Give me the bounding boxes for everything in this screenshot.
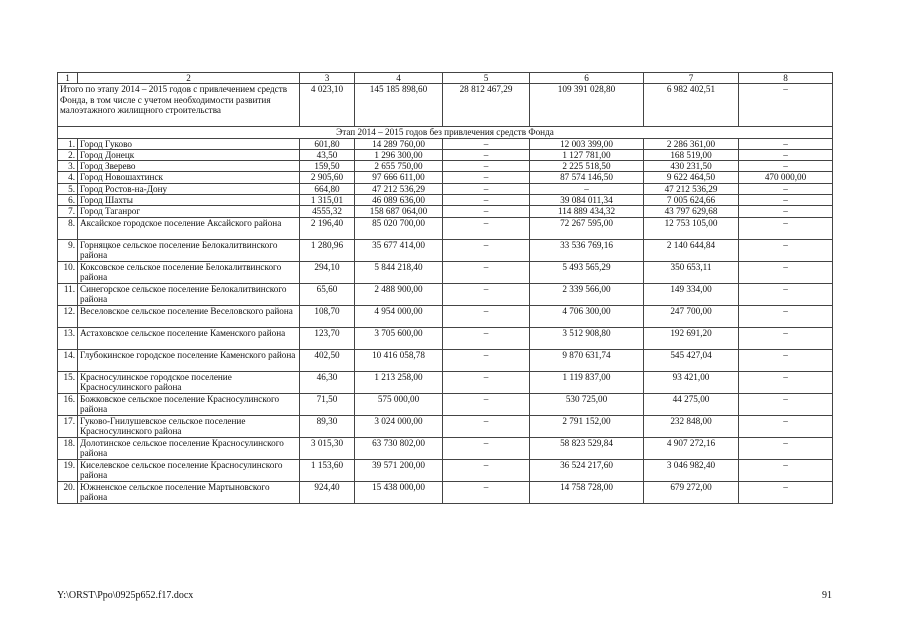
row-c4: 4 954 000,00 [355, 305, 443, 327]
row-c7: 247 700,00 [644, 305, 739, 327]
row-c8: – [739, 481, 833, 503]
row-c6: 33 536 769,16 [530, 239, 644, 261]
row-c3: 1 280,96 [300, 239, 355, 261]
row-c6: 12 003 399,00 [530, 138, 644, 149]
row-c8: – [739, 459, 833, 481]
row-c3: 3 015,30 [300, 437, 355, 459]
row-c4: 5 844 218,40 [355, 261, 443, 283]
row-c5: – [443, 172, 530, 183]
row-c7: 545 427,04 [644, 349, 739, 371]
table-row [58, 261, 833, 283]
row-c7: 679 272,00 [644, 481, 739, 503]
row-c4: 63 730 802,00 [355, 437, 443, 459]
row-number: 12. [58, 305, 78, 327]
row-c8: 470 000,00 [739, 172, 833, 183]
row-c7: 12 753 105,00 [644, 217, 739, 239]
row-name: Астаховское сельское поселение Каменского района [78, 327, 300, 349]
row-c6: – [530, 183, 644, 194]
row-number: 14. [58, 349, 78, 371]
row-number: 4. [58, 172, 78, 183]
row-c8: – [739, 217, 833, 239]
row-name: Аксайское городское поселение Аксайского района [78, 217, 300, 239]
row-name: Город Гуково [78, 138, 300, 149]
table-row [58, 172, 833, 183]
row-name: Город Донецк [78, 149, 300, 160]
table-row [58, 327, 833, 349]
row-name: Божковское сельское поселение Красносулинского района [78, 393, 300, 415]
row-c3: 402,50 [300, 349, 355, 371]
row-c8: – [739, 239, 833, 261]
row-name: Город Таганрог [78, 206, 300, 217]
row-name: Синегорское сельское поселение Белокалитвинского района [78, 283, 300, 305]
row-c7: 149 334,00 [644, 283, 739, 305]
row-c8: – [739, 305, 833, 327]
row-c3: 1 315,01 [300, 195, 355, 206]
table-body [58, 73, 833, 504]
row-c4: 15 438 000,00 [355, 481, 443, 503]
column-header: 3 [300, 73, 355, 84]
row-name: Коксовское сельское поселение Белокалитвинского района [78, 261, 300, 283]
row-c5: – [443, 305, 530, 327]
total-row [58, 84, 833, 127]
column-number-row [58, 73, 833, 84]
row-c3: 2 905,60 [300, 172, 355, 183]
row-c6: 2 339 566,00 [530, 283, 644, 305]
column-header: 6 [530, 73, 644, 84]
row-number: 1. [58, 138, 78, 149]
row-c5: – [443, 327, 530, 349]
row-c3: 4555,32 [300, 206, 355, 217]
table-row [58, 195, 833, 206]
row-c4: 3 705 600,00 [355, 327, 443, 349]
row-c7: 350 653,11 [644, 261, 739, 283]
row-c4: 39 571 200,00 [355, 459, 443, 481]
row-name: Гуково-Гнилушевское сельское поселение Красносулинского района [78, 415, 300, 437]
row-c8: – [739, 393, 833, 415]
row-c6: 58 823 529,84 [530, 437, 644, 459]
row-name: Город Зверево [78, 161, 300, 172]
column-header: 7 [644, 73, 739, 84]
row-c7: 3 046 982,40 [644, 459, 739, 481]
table-row [58, 371, 833, 393]
row-c5: – [443, 371, 530, 393]
data-table [57, 72, 833, 504]
row-c7: 9 622 464,50 [644, 172, 739, 183]
row-c7: 2 140 644,84 [644, 239, 739, 261]
table-row [58, 161, 833, 172]
section-title: Этап 2014 – 2015 годов без привлечения средств Фонда [58, 127, 833, 138]
table-row [58, 459, 833, 481]
row-c6: 39 084 011,34 [530, 195, 644, 206]
column-header: 4 [355, 73, 443, 84]
row-c3: 43,50 [300, 149, 355, 160]
table-row [58, 217, 833, 239]
row-c5: – [443, 195, 530, 206]
row-c8: – [739, 183, 833, 194]
footer-file-path: Y:\ORST\Ppo\0925p652.f17.docx [57, 590, 194, 601]
row-number: 5. [58, 183, 78, 194]
row-c4: 1 296 300,00 [355, 149, 443, 160]
total-c3: 4 023,10 [300, 84, 355, 127]
row-c6: 4 706 300,00 [530, 305, 644, 327]
row-name: Горняцкое сельское поселение Белокалитвинского района [78, 239, 300, 261]
row-c8: – [739, 161, 833, 172]
row-c6: 2 225 518,50 [530, 161, 644, 172]
row-c4: 575 000,00 [355, 393, 443, 415]
row-c7: 47 212 536,29 [644, 183, 739, 194]
row-c7: 4 907 272,16 [644, 437, 739, 459]
row-c6: 114 889 434,32 [530, 206, 644, 217]
row-name: Глубокинское городское поселение Каменского района [78, 349, 300, 371]
row-number: 2. [58, 149, 78, 160]
row-c3: 601,80 [300, 138, 355, 149]
column-header: 5 [443, 73, 530, 84]
row-c4: 10 416 058,78 [355, 349, 443, 371]
table-row [58, 239, 833, 261]
row-c6: 3 512 908,80 [530, 327, 644, 349]
row-number: 17. [58, 415, 78, 437]
row-name: Веселовское сельское поселение Веселовского района [78, 305, 300, 327]
row-c3: 664,80 [300, 183, 355, 194]
row-number: 16. [58, 393, 78, 415]
row-number: 8. [58, 217, 78, 239]
row-c8: – [739, 349, 833, 371]
row-c5: – [443, 481, 530, 503]
row-c5: – [443, 138, 530, 149]
total-c4: 145 185 898,60 [355, 84, 443, 127]
table-row [58, 149, 833, 160]
row-c3: 294,10 [300, 261, 355, 283]
row-c5: – [443, 239, 530, 261]
row-c4: 46 089 636,00 [355, 195, 443, 206]
row-name: Киселевское сельское поселение Красносулинского района [78, 459, 300, 481]
row-c6: 36 524 217,60 [530, 459, 644, 481]
table-row [58, 183, 833, 194]
row-c4: 35 677 414,00 [355, 239, 443, 261]
row-name: Красносулинское городское поселение Красносулинского района [78, 371, 300, 393]
row-c7: 7 005 624,66 [644, 195, 739, 206]
row-c8: – [739, 415, 833, 437]
table-row [58, 305, 833, 327]
row-c4: 47 212 536,29 [355, 183, 443, 194]
row-c4: 85 020 700,00 [355, 217, 443, 239]
row-c3: 924,40 [300, 481, 355, 503]
row-number: 9. [58, 239, 78, 261]
row-number: 13. [58, 327, 78, 349]
row-c6: 1 127 781,00 [530, 149, 644, 160]
row-name: Южненское сельское поселение Мартыновского района [78, 481, 300, 503]
row-c3: 159,50 [300, 161, 355, 172]
row-c8: – [739, 206, 833, 217]
row-c8: – [739, 149, 833, 160]
row-c4: 158 687 064,00 [355, 206, 443, 217]
row-c5: – [443, 349, 530, 371]
column-header: 2 [78, 73, 300, 84]
row-c5: – [443, 283, 530, 305]
row-c6: 72 267 595,00 [530, 217, 644, 239]
row-c4: 14 289 760,00 [355, 138, 443, 149]
table-row [58, 283, 833, 305]
row-name: Город Шахты [78, 195, 300, 206]
row-c3: 65,60 [300, 283, 355, 305]
table-row [58, 206, 833, 217]
row-c7: 168 519,00 [644, 149, 739, 160]
row-c5: – [443, 149, 530, 160]
row-name: Город Ростов-на-Дону [78, 183, 300, 194]
row-c7: 430 231,50 [644, 161, 739, 172]
row-c8: – [739, 283, 833, 305]
row-c5: – [443, 393, 530, 415]
row-c6: 87 574 146,50 [530, 172, 644, 183]
row-c5: – [443, 183, 530, 194]
row-c6: 1 119 837,00 [530, 371, 644, 393]
total-c5: 28 812 467,29 [443, 84, 530, 127]
row-number: 11. [58, 283, 78, 305]
row-c7: 232 848,00 [644, 415, 739, 437]
row-c5: – [443, 261, 530, 283]
footer-page-number: 91 [822, 590, 832, 601]
row-c8: – [739, 371, 833, 393]
row-number: 20. [58, 481, 78, 503]
row-c8: – [739, 261, 833, 283]
row-c5: – [443, 415, 530, 437]
table-row [58, 349, 833, 371]
row-c3: 71,50 [300, 393, 355, 415]
row-c7: 192 691,20 [644, 327, 739, 349]
table-row [58, 138, 833, 149]
total-c6: 109 391 028,80 [530, 84, 644, 127]
table-row [58, 415, 833, 437]
row-c3: 108,70 [300, 305, 355, 327]
row-number: 7. [58, 206, 78, 217]
row-c4: 3 024 000,00 [355, 415, 443, 437]
row-c3: 1 153,60 [300, 459, 355, 481]
row-c7: 93 421,00 [644, 371, 739, 393]
row-name: Долотинское сельское поселение Красносулинского района [78, 437, 300, 459]
row-c5: – [443, 217, 530, 239]
row-c5: – [443, 437, 530, 459]
column-header: 1 [58, 73, 78, 84]
row-c6: 2 791 152,00 [530, 415, 644, 437]
row-c4: 1 213 258,00 [355, 371, 443, 393]
row-c7: 43 797 629,68 [644, 206, 739, 217]
row-number: 19. [58, 459, 78, 481]
row-c3: 46,30 [300, 371, 355, 393]
row-c5: – [443, 161, 530, 172]
row-c3: 2 196,40 [300, 217, 355, 239]
row-c8: – [739, 138, 833, 149]
row-c4: 2 655 750,00 [355, 161, 443, 172]
total-label: Итого по этапу 2014 – 2015 годов с привлечением средств Фонда, в том числе с учетом необходимости развития малоэтажного жилищного строительства [58, 84, 300, 127]
row-c6: 14 758 728,00 [530, 481, 644, 503]
row-name: Город Новошахтинск [78, 172, 300, 183]
total-c7: 6 982 402,51 [644, 84, 739, 127]
row-c4: 2 488 900,00 [355, 283, 443, 305]
row-c7: 2 286 361,00 [644, 138, 739, 149]
row-c6: 5 493 565,29 [530, 261, 644, 283]
row-c5: – [443, 459, 530, 481]
total-c8: – [739, 84, 833, 127]
row-c8: – [739, 437, 833, 459]
row-c8: – [739, 327, 833, 349]
section-row [58, 127, 833, 138]
row-c4: 97 666 611,00 [355, 172, 443, 183]
row-number: 15. [58, 371, 78, 393]
row-number: 6. [58, 195, 78, 206]
row-number: 10. [58, 261, 78, 283]
row-c5: – [443, 206, 530, 217]
row-c6: 9 870 631,74 [530, 349, 644, 371]
row-c3: 89,30 [300, 415, 355, 437]
row-c8: – [739, 195, 833, 206]
table-row [58, 481, 833, 503]
row-c3: 123,70 [300, 327, 355, 349]
table-row [58, 393, 833, 415]
row-c6: 530 725,00 [530, 393, 644, 415]
table-row [58, 437, 833, 459]
row-c7: 44 275,00 [644, 393, 739, 415]
row-number: 3. [58, 161, 78, 172]
column-header: 8 [739, 73, 833, 84]
row-number: 18. [58, 437, 78, 459]
